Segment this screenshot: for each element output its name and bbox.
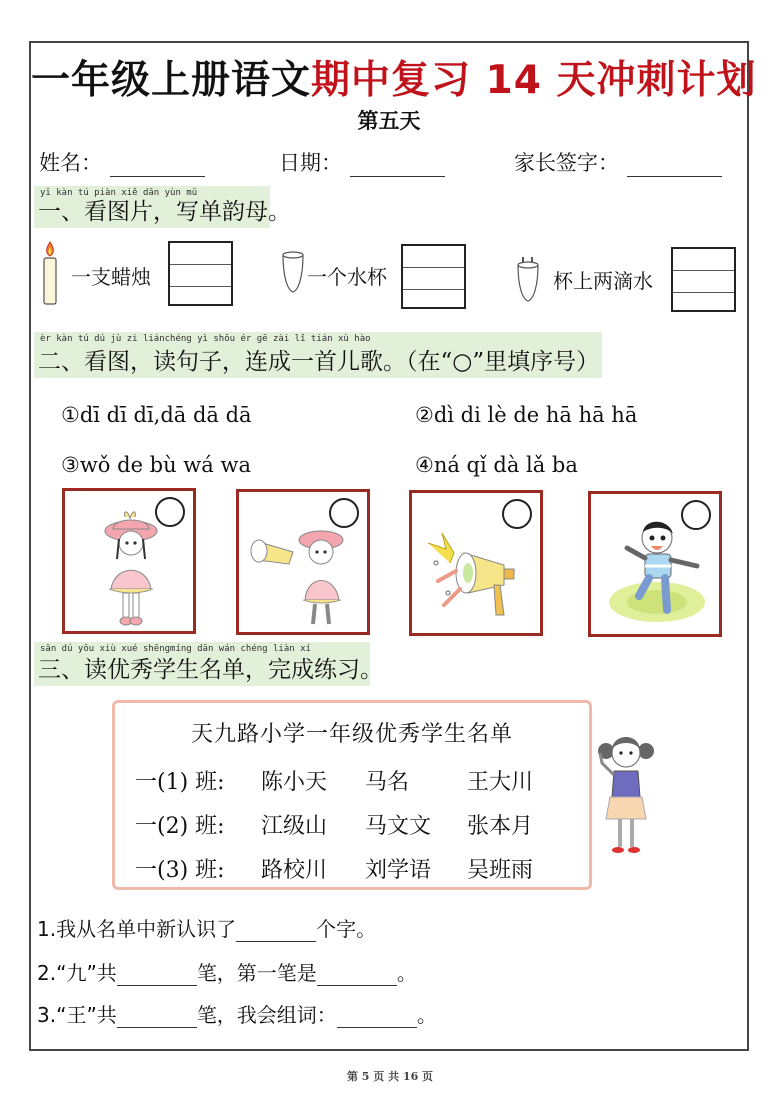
question-2 bbox=[37, 957, 417, 986]
picture-megaphone bbox=[409, 490, 543, 636]
answer-box-cup-drops[interactable] bbox=[671, 247, 736, 312]
section2-header bbox=[34, 332, 602, 378]
parent-signature-blank[interactable] bbox=[627, 158, 722, 177]
class-1-label: 一(1) 班: bbox=[135, 770, 225, 795]
pointing-girl-icon bbox=[596, 723, 656, 859]
title-red-part: 期中复习 14 天冲刺计划 bbox=[311, 58, 757, 103]
date-blank[interactable] bbox=[350, 158, 445, 177]
question-1-suffix: 个字。 bbox=[316, 917, 377, 941]
sentence-4: ④ná qǐ dà lǎ ba bbox=[415, 453, 578, 477]
section2-pinyin: èr kàn tú dú jù zi liánchéng yì shǒu ér gē zài lǐ tián xù hào bbox=[40, 334, 371, 344]
answer-box-candle[interactable] bbox=[168, 241, 233, 306]
cup-with-drops-icon bbox=[516, 255, 540, 305]
section3-header bbox=[34, 642, 383, 686]
question-3-suffix: 。 bbox=[416, 1003, 437, 1027]
question-3-blank-2[interactable] bbox=[337, 1009, 417, 1028]
picture-girl-megaphone bbox=[236, 489, 370, 635]
student-name: 吴班雨 bbox=[467, 858, 534, 883]
sentence-3: ③wǒ de bù wá wa bbox=[61, 453, 251, 477]
page-title bbox=[31, 49, 757, 105]
candle-icon bbox=[39, 240, 61, 306]
question-2-blank-2[interactable] bbox=[317, 967, 397, 986]
happy-boy-icon bbox=[597, 514, 717, 634]
section3-heading: 三、读优秀学生名单，完成练习。 bbox=[38, 657, 383, 683]
name-blank[interactable] bbox=[110, 158, 205, 177]
section3-pinyin: sān dú yōu xiù xué shēngmíng dān wán chéng liàn xí bbox=[40, 644, 311, 654]
sentence-2: ②dì di lè de hā hā hā bbox=[415, 403, 638, 427]
worksheet-page bbox=[29, 41, 757, 1051]
question-3-blank-1[interactable] bbox=[117, 1009, 197, 1028]
student-name: 马名 bbox=[365, 770, 410, 795]
question-1-blank[interactable] bbox=[236, 923, 316, 942]
girl-with-megaphone-icon bbox=[249, 512, 359, 632]
cup-icon bbox=[281, 250, 305, 296]
class-2-label: 一(2) 班: bbox=[135, 814, 225, 839]
student-name: 路校川 bbox=[261, 858, 328, 883]
picture-boy bbox=[588, 491, 722, 637]
item-cup-drops-text: 杯上两滴水 bbox=[553, 269, 653, 293]
question-3-text: 3.“王”共 bbox=[37, 1003, 117, 1027]
page-number-footer: 第 5 页 共 16 页 bbox=[346, 1070, 434, 1083]
student-name: 王大川 bbox=[467, 770, 534, 795]
date-label: 日期： bbox=[279, 151, 342, 175]
parent-signature-label: 家长签字： bbox=[514, 151, 619, 175]
student-name: 江级山 bbox=[261, 814, 328, 839]
student-name: 陈小天 bbox=[261, 770, 328, 795]
date-field[interactable] bbox=[279, 147, 445, 177]
section1-pinyin: yī kàn tú piàn xiě dān yùn mǔ bbox=[40, 188, 198, 198]
section2-heading: 二、看图，读句子，连成一首儿歌。（在“○”里填序号） bbox=[38, 349, 600, 375]
sentence-1: ①dī dī dī,dā dā dā bbox=[61, 403, 252, 427]
question-3 bbox=[37, 999, 437, 1028]
title-black-part: 一年级上册语文 bbox=[31, 58, 312, 103]
day-subtitle: 第五天 bbox=[357, 108, 421, 133]
girl-doll-icon bbox=[95, 509, 167, 629]
megaphone-icon bbox=[424, 523, 534, 623]
question-1-text: 1.我从名单中新认识了 bbox=[37, 917, 237, 941]
question-1 bbox=[37, 913, 376, 942]
question-2-blank-1[interactable] bbox=[117, 967, 197, 986]
question-2-text: 2.“九”共 bbox=[37, 961, 117, 985]
name-list-title: 天九路小学一年级优秀学生名单 bbox=[190, 722, 513, 747]
section1-header bbox=[34, 186, 291, 228]
name-field[interactable] bbox=[39, 147, 205, 177]
answer-box-cup[interactable] bbox=[401, 244, 466, 309]
picture-doll bbox=[62, 488, 196, 634]
question-2-suffix: 。 bbox=[396, 961, 417, 985]
question-3-middle: 笔，我会组词： bbox=[196, 1003, 337, 1027]
student-name: 马文文 bbox=[365, 814, 432, 839]
item-candle-text: 一支蜡烛 bbox=[71, 265, 151, 289]
student-name-list bbox=[112, 700, 592, 890]
name-label: 姓名： bbox=[39, 151, 102, 175]
student-name: 张本月 bbox=[467, 814, 534, 839]
section1-heading: 一、看图片，写单韵母。 bbox=[38, 199, 291, 225]
class-3-label: 一(3) 班: bbox=[135, 858, 225, 883]
student-name: 刘学语 bbox=[365, 858, 432, 883]
parent-signature-field[interactable] bbox=[514, 147, 722, 177]
item-cup-text: 一个水杯 bbox=[307, 265, 387, 289]
question-2-middle: 笔，第一笔是 bbox=[196, 961, 317, 985]
